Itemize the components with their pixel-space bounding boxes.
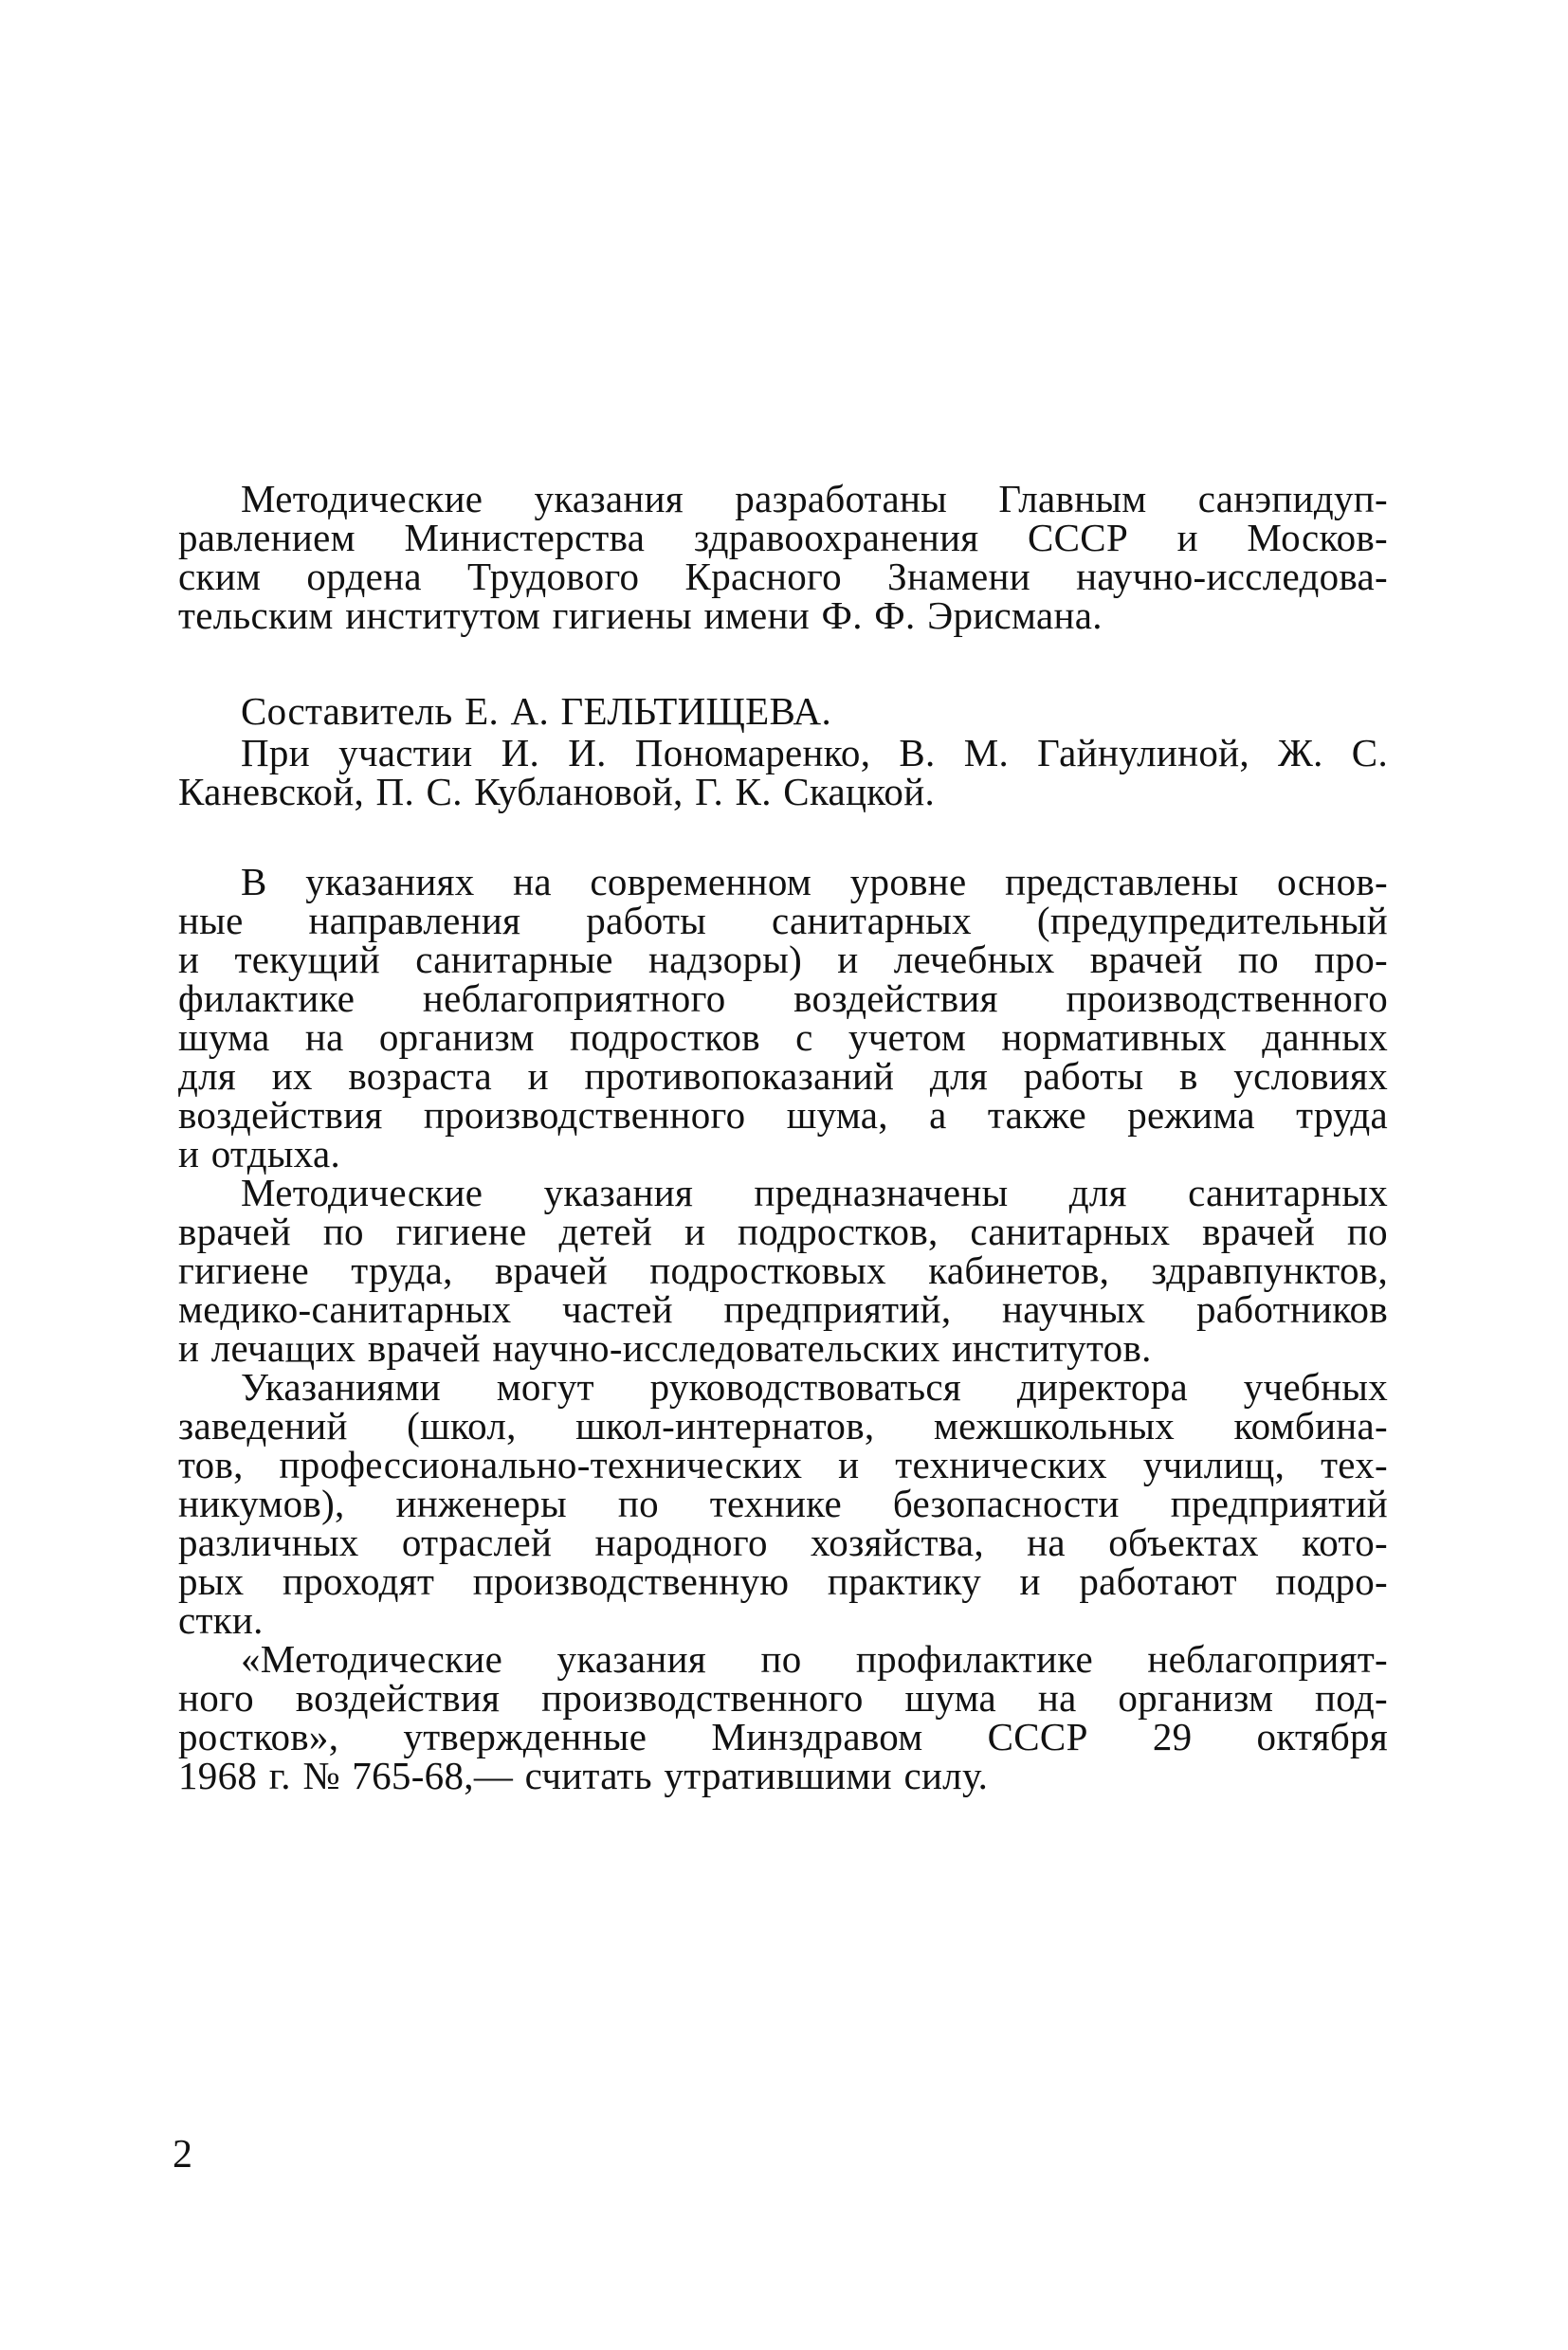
text-line: ные направления работы санитарных (предупредительный bbox=[178, 899, 1388, 942]
text-line: и лечащих врачей научно-исследовательских институтов. bbox=[178, 1326, 1152, 1370]
text-line: рых проходят производственную практику и работают подро- bbox=[178, 1559, 1388, 1603]
text-line: В указаниях на современном уровне представлены основ- bbox=[241, 860, 1388, 903]
text-line: ростков», утвержденные Минздравом СССР 29 октября bbox=[178, 1715, 1388, 1758]
text-line: и текущий санитарные надзоры) и лечебных врачей по про- bbox=[178, 938, 1388, 981]
text-line: тельским институтом гигиены имени Ф. Ф. Эрисмана. bbox=[178, 593, 1103, 637]
text-line: Указаниями могут руководствоваться директора учебных bbox=[241, 1365, 1388, 1409]
text-line: тов, профессионально-технических и технических училищ, тех- bbox=[178, 1443, 1388, 1486]
text-line: врачей по гигиене детей и подростков, санитарных врачей по bbox=[178, 1210, 1388, 1253]
compiler-line: Составитель Е. А. ГЕЛЬТИЩЕВА. bbox=[241, 689, 832, 733]
text-line: ного воздействия производственного шума на организм под- bbox=[178, 1676, 1388, 1720]
paragraph-content bbox=[178, 860, 1388, 1797]
text-line: «Методические указания по профилактике неблагоприят- bbox=[241, 1637, 1388, 1681]
text-line: и отдыха. bbox=[178, 1132, 341, 1175]
text-line: Методические указания разработаны Главным санэпидуп- bbox=[241, 477, 1388, 520]
participants-line: При участии И. И. Пономаренко, В. М. Гайнулиной, Ж. С. bbox=[241, 731, 1388, 774]
text-line: шума на организм подростков с учетом нормативных данных bbox=[178, 1015, 1388, 1059]
text-line: ским ордена Трудового Красного Знамени научно-исследова- bbox=[178, 555, 1388, 598]
text-line: 1968 г. № 765-68,— считать утратившими силу. bbox=[178, 1754, 989, 1797]
paragraph-authors bbox=[178, 689, 1388, 813]
page-number: 2 bbox=[173, 2133, 192, 2177]
text-line: никумов), инженеры по технике безопасности предприятий bbox=[178, 1482, 1388, 1525]
text-line: для их возраста и противопоказаний для работы в условиях bbox=[178, 1054, 1388, 1098]
text-line: филактике неблагоприятного воздействия производственного bbox=[178, 976, 1388, 1020]
text-line: равлением Министерства здравоохранения СССР и Москов- bbox=[178, 516, 1388, 559]
text-line: медико-санитарных частей предприятий, научных работников bbox=[178, 1287, 1388, 1331]
text-line: стки. bbox=[178, 1598, 264, 1642]
paragraph-developers bbox=[178, 477, 1388, 637]
text-line: гигиене труда, врачей подростковых кабинетов, здравпунктов, bbox=[178, 1248, 1388, 1292]
text-line: воздействия производственного шума, а также режима труда bbox=[178, 1093, 1388, 1137]
text-line: заведений (школ, школ-интернатов, межшкольных комбина- bbox=[178, 1404, 1388, 1448]
text-line: различных отраслей народного хозяйства, на объектах кото- bbox=[178, 1521, 1388, 1564]
text-line: Методические указания предназначены для санитарных bbox=[241, 1171, 1388, 1214]
participants-line: Каневской, П. С. Кублановой, Г. К. Скацкой. bbox=[178, 770, 936, 813]
